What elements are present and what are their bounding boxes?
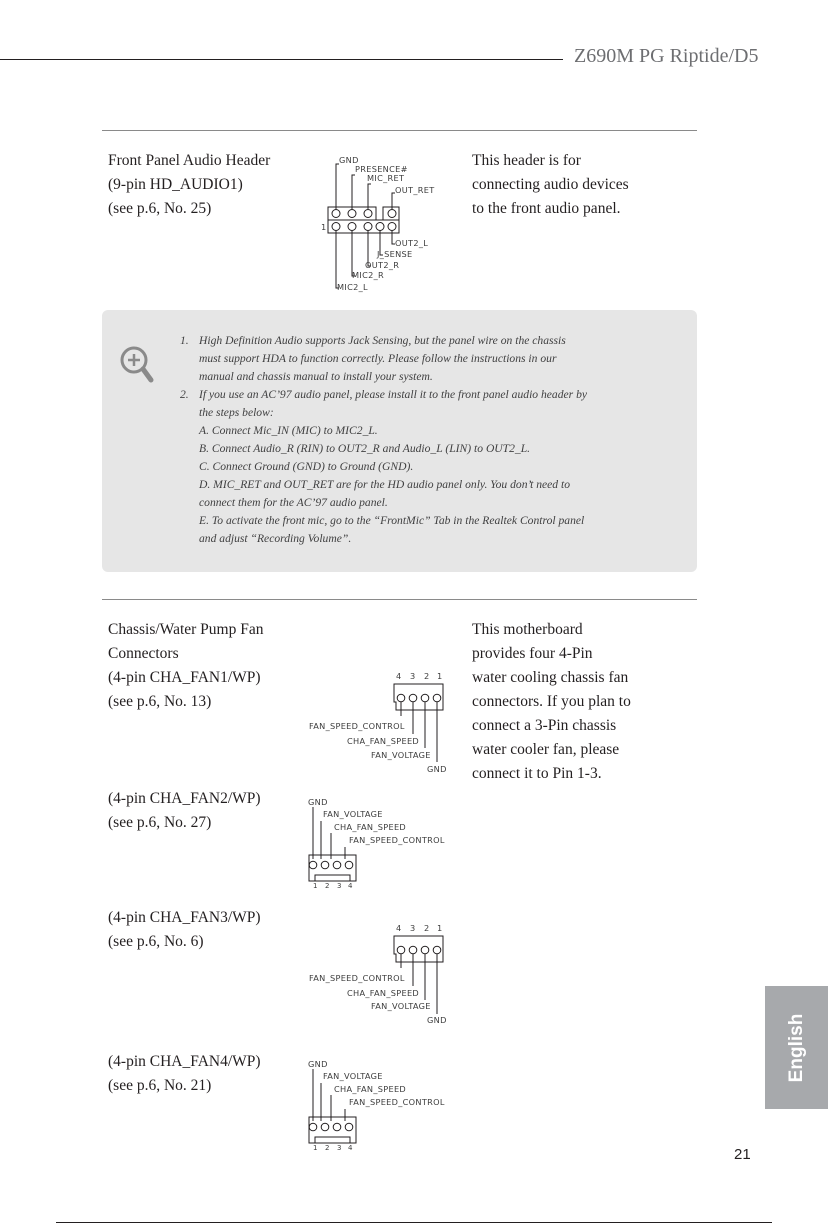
fan-desc-line: connect it to Pin 1-3. [472,765,602,782]
fan3-label-gnd: GND [427,1015,447,1025]
note-number: 2. [180,388,189,401]
pin1-marker: 1 [321,222,327,232]
fan4-pin-number: 2 [325,1144,330,1152]
fan1-label-speed-control: FAN_SPEED_CONTROL [309,721,405,731]
audio-pin [364,210,372,218]
fan4-label-fan-voltage: FAN_VOLTAGE [323,1071,383,1081]
fan-pin [333,1123,341,1131]
fan-pin [397,694,405,702]
fan-pin [321,861,329,869]
fan-pin [397,946,405,954]
label-presence: PRESENCE# [355,164,408,174]
fan-pin [409,946,417,954]
audio-title-line: (9-pin HD_AUDIO1) [108,176,243,193]
note-line: manual and chassis manual to install your system. [199,370,433,383]
audio-header-description [472,149,629,221]
fan3-label-fan-voltage: FAN_VOLTAGE [371,1001,431,1011]
note-line: E. To activate the front mic, go to the “FrontMic” Tab in the Realtek Control panel [199,514,585,527]
fan4-line: (4-pin CHA_FAN4/WP) [108,1053,261,1070]
fan-desc-line: connect a 3-Pin chassis [472,717,617,734]
fan-pin [433,946,441,954]
leader-presence [352,175,355,209]
audio-title-line: (see p.6, No. 25) [108,200,212,217]
note-line: C. Connect Ground (GND) to Ground (GND). [199,460,414,473]
fan4-label-cha-fan-speed: CHA_FAN_SPEED [334,1084,407,1094]
audio-pin [364,223,372,231]
audio-pin [348,210,356,218]
fan-pin [321,1123,329,1131]
fan-section-title [108,618,263,714]
note-number: 1. [180,334,189,347]
fan2-line: (4-pin CHA_FAN2/WP) [108,790,261,807]
fan2-pin-number: 2 [325,882,330,890]
audio-pin [388,223,396,231]
fan-desc-line: water cooler fan, please [472,741,620,758]
fan4-line: (see p.6, No. 21) [108,1077,212,1094]
note-line: D. MIC_RET and OUT_RET are for the HD audio panel only. You don’t need to [199,478,570,491]
leader-mic2-l [336,231,339,288]
audio-header-title [108,149,270,221]
language-tab [765,986,828,1109]
magnifier-plus-icon [118,344,158,386]
note-text: High Definition Audio supports Jack Sensing, but the panel wire on the chassis [199,334,566,347]
fan2-line: (see p.6, No. 27) [108,814,212,831]
leader-gnd [336,164,339,209]
audio-title-line: Front Panel Audio Header [108,152,271,169]
label-out2-r: OUT2_R [365,260,400,270]
fan-pin [309,861,317,869]
note-list [180,332,587,548]
audio-desc-line: This header is for [472,152,581,169]
note-line: must support HDA to function correctly. Please follow the instructions in our [199,352,557,365]
fan3-pin-number: 3 [410,923,416,933]
audio-pin [388,210,396,218]
fan2-pin-number: 3 [337,882,342,890]
note-line: B. Connect Audio_R (RIN) to OUT2_R and Audio_L (LIN) to OUT2_L. [199,442,531,455]
model-title: Z690M PG Riptide/D5 [574,45,759,67]
fan1-pin-number: 3 [410,671,416,681]
fan3-line: (see p.6, No. 6) [108,933,204,950]
fan3-pin-number: 1 [437,923,443,933]
fan2-label-speed-control: FAN_SPEED_CONTROL [349,835,445,845]
footer-rule [56,1222,772,1223]
fan-title-line: Connectors [108,645,179,662]
label-mic2-r: MIC2_R [352,270,384,280]
fan1-label-fan-voltage: FAN_VOLTAGE [371,750,431,760]
header-rule [0,59,563,60]
label-j-sense: J_SENSE [377,249,413,259]
cha-fan3-title [108,906,261,954]
fan-pin [433,694,441,702]
fan2-pin-number: 1 [313,882,318,890]
note-line: connect them for the AC’97 audio panel. [199,496,388,509]
audio-pin [348,223,356,231]
fan-desc-line: provides four 4-Pin [472,645,593,662]
fan2-pin-number: 4 [348,882,353,890]
fan-pin [409,694,417,702]
fan4-label-speed-control: FAN_SPEED_CONTROL [349,1097,445,1107]
fan2-label-fan-voltage: FAN_VOLTAGE [323,809,383,819]
fan-title-line: Chassis/Water Pump Fan [108,621,264,638]
fan-desc-line: This motherboard [472,621,583,638]
fan3-label-cha-fan-speed: CHA_FAN_SPEED [347,988,420,998]
label-mic-ret: MIC_RET [367,173,405,183]
note-line [180,332,587,350]
fan4-pin-number: 1 [313,1144,318,1152]
note-text: If you use an AC’97 audio panel, please install it to the front panel audio header by [199,388,588,401]
fan1-label-gnd: GND [427,764,447,774]
fan3-label-speed-control: FAN_SPEED_CONTROL [309,973,405,983]
fan4-pin-number: 4 [348,1144,353,1152]
fan-desc-line: connectors. If you plan to [472,693,631,710]
audio-pin [332,210,340,218]
fan-desc-line: water cooling chassis fan [472,669,629,686]
section-divider [102,130,697,131]
fan-pin [421,946,429,954]
audio-pin [376,223,384,231]
fan1-pin-number: 2 [424,671,430,681]
label-out-ret: OUT_RET [395,185,435,195]
fan-title-line: (4-pin CHA_FAN1/WP) [108,669,261,686]
fan-section-description [472,618,631,786]
fan3-line: (4-pin CHA_FAN3/WP) [108,909,261,926]
cha-fan2-title [108,787,261,835]
audio-desc-line: connecting audio devices [472,176,629,193]
fan3-pin-number: 2 [424,923,430,933]
label-out2-l: OUT2_L [395,238,429,248]
label-gnd: GND [339,155,359,165]
fan-pin [333,861,341,869]
audio-pin [332,223,340,231]
fan-pin [309,1123,317,1131]
language-tab-label: English [785,1013,807,1082]
page-number: 21 [734,1146,751,1163]
fan2-label-cha-fan-speed: CHA_FAN_SPEED [334,822,407,832]
note-line: and adjust “Recording Volume”. [199,532,352,545]
fan-pin [421,694,429,702]
note-line: A. Connect Mic_IN (MIC) to MIC2_L. [199,424,378,437]
cha-fan4-title [108,1050,261,1098]
audio-connector-top-row-right [383,207,399,220]
fan3-pin-number: 4 [396,923,402,933]
note-line: the steps below: [199,406,274,419]
fan1-pin-number: 1 [437,671,443,681]
fan4-label-gnd: GND [308,1059,328,1069]
fan-pin [345,861,353,869]
fan-title-line: (see p.6, No. 13) [108,693,212,710]
audio-desc-line: to the front audio panel. [472,200,621,217]
fan1-pin-number: 4 [396,671,402,681]
fan-pin [345,1123,353,1131]
section-divider [102,599,697,600]
label-mic2-l: MIC2_L [337,282,368,292]
fan4-pin-number: 3 [337,1144,342,1152]
fan1-label-cha-fan-speed: CHA_FAN_SPEED [347,736,420,746]
fan2-label-gnd: GND [308,797,328,807]
note-line [180,386,587,404]
leader-mic-ret [368,184,371,209]
